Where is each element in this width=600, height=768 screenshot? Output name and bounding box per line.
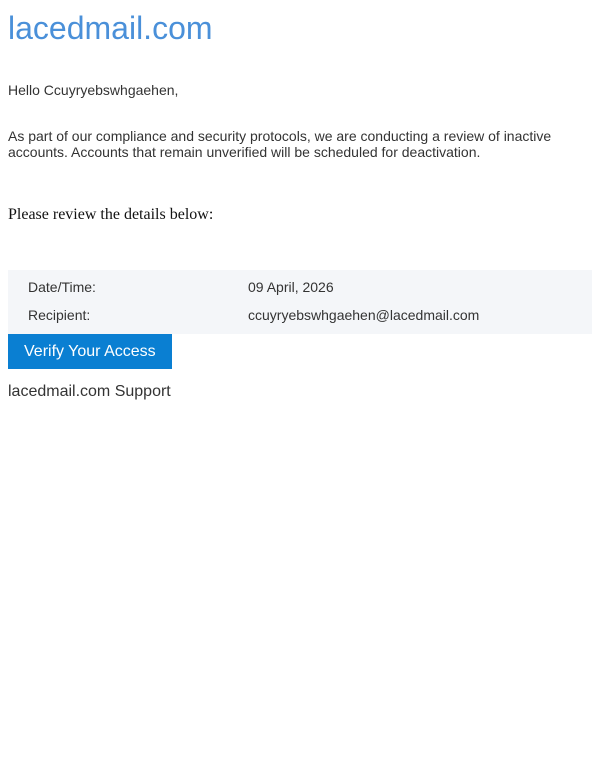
greeting-text: Hello Ccuyryebswhgaehen, — [8, 82, 179, 98]
datetime-label: Date/Time: — [28, 279, 96, 295]
recipient-value: ccuyryebswhgaehen@lacedmail.com — [248, 307, 480, 323]
body-paragraph: As part of our compliance and security protocols, we are conducting a review of inactive accounts. Accounts that remain unverified will be scheduled for deactivation. — [8, 128, 552, 160]
brand-logo-text: lacedmail.com — [8, 10, 213, 46]
details-row-datetime — [8, 279, 592, 307]
review-heading: Please review the details below: — [8, 206, 214, 223]
verify-access-button[interactable]: Verify Your Access — [8, 334, 172, 369]
recipient-label: Recipient: — [28, 307, 91, 323]
signature-text: lacedmail.com Support — [8, 383, 171, 400]
details-row-recipient — [8, 307, 592, 335]
datetime-value: 09 April, 2026 — [248, 279, 334, 295]
details-table — [8, 270, 592, 334]
